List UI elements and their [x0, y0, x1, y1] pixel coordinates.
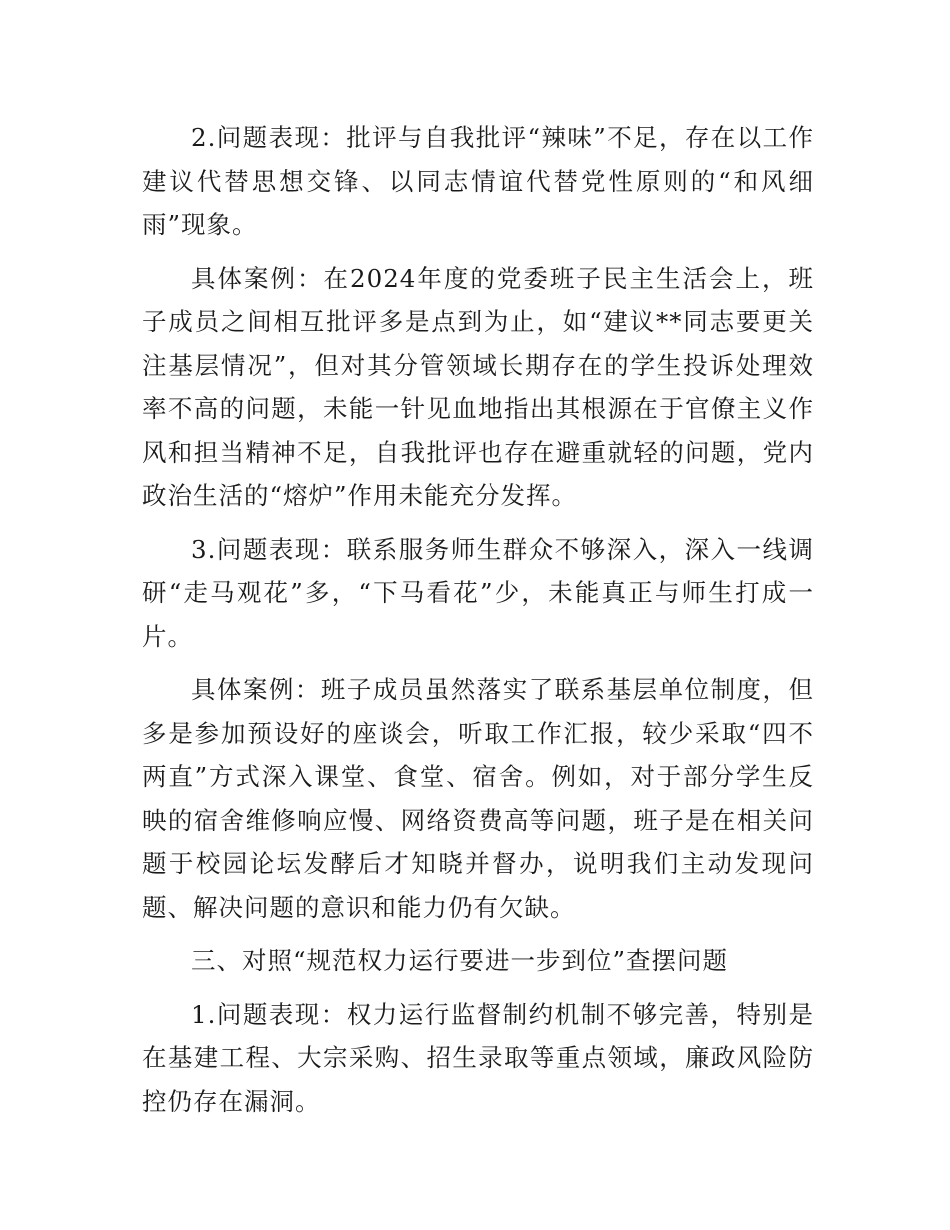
document-body [142, 116, 814, 1133]
paragraph-section3-problem-1: 1.问题表现：权力运行监督制约机制不够完善，特别是在基建工程、大宗采购、招生录取等重点领域，廉政风险防控仍存在漏洞。 [142, 999, 814, 1116]
paragraph-problem-2: 2.问题表现：批评与自我批评“辣味”不足，存在以工作建议代替思想交锋、以同志情谊代替党性原则的“和风细雨”现象。 [142, 123, 814, 239]
paragraph-case-2: 具体案例：在2024年度的党委班子民主生活会上，班子成员之间相互批评多是点到为止，如“建议**同志要更关注基层情况”，但对其分管领域长期存在的学生投诉处理效率不高的问题，未能一针见血地指出其根源在于官僚主义作风和担当精神不足，自我批评也存在避重就轻的问题，党内政治生活的“熔炉”作用未能充分发挥。 [142, 263, 814, 510]
paragraph-problem-3: 3.问题表现：联系服务师生群众不够深入，深入一线调研“走马观花”多，“下马看花”少，未能真正与师生打成一片。 [142, 534, 814, 651]
paragraph-case-3: 具体案例：班子成员虽然落实了联系基层单位制度，但多是参加预设好的座谈会，听取工作汇报，较少采取“四不两直”方式深入课堂、食堂、宿舍。例如，对于部分学生反映的宿舍维修响应慢、网络资费高等问题，班子是在相关问题于校园论坛发酵后才知晓并督办，说明我们主动发现问题、解决问题的意识和能力仍有欠缺。 [142, 675, 814, 922]
section-heading-3: 三、对照“规范权力运行要进一步到位”查摆问题 [191, 946, 729, 975]
